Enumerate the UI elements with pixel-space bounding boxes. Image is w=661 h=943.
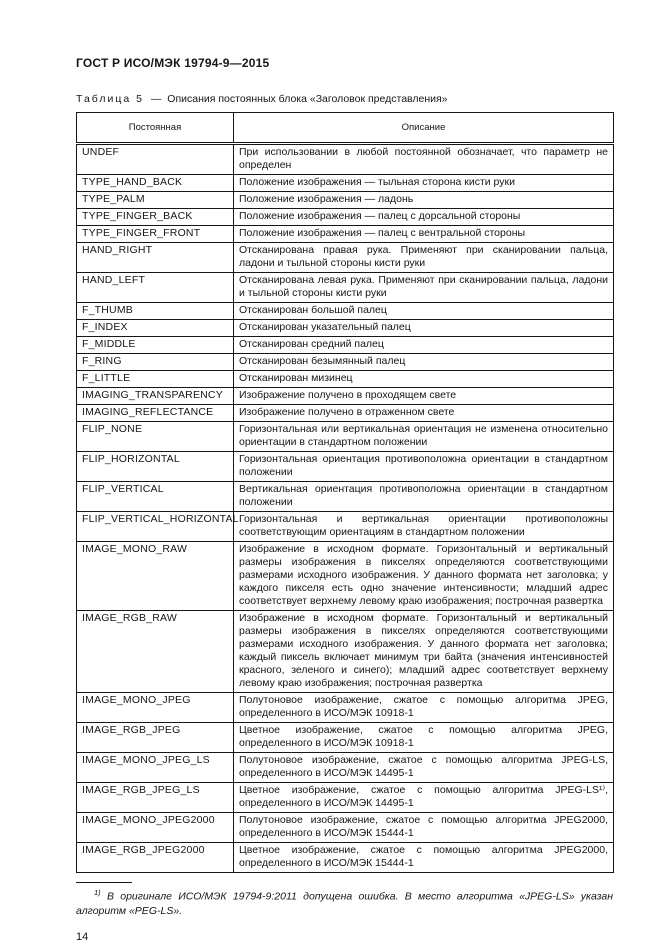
table-row: [77, 371, 614, 388]
table-row: [77, 192, 614, 209]
description-cell: При использовании в любой постоянной обозначает, что параметр не определен: [234, 144, 614, 175]
description-cell: Изображение получено в проходящем свете: [234, 388, 614, 405]
constant-cell: TYPE_HAND_BACK: [77, 175, 234, 192]
constant-cell: F_INDEX: [77, 320, 234, 337]
table-row: [77, 813, 614, 843]
constant-cell: F_LITTLE: [77, 371, 234, 388]
constants-table: [76, 112, 614, 873]
constant-cell: HAND_RIGHT: [77, 243, 234, 273]
table-row: [77, 320, 614, 337]
description-cell: Отсканирован указательный палец: [234, 320, 614, 337]
table-row: [77, 693, 614, 723]
constant-cell: IMAGE_RGB_JPEG: [77, 723, 234, 753]
table-row: [77, 337, 614, 354]
description-cell: Положение изображения — ладонь: [234, 192, 614, 209]
description-cell: Отсканирован большой палец: [234, 303, 614, 320]
page-number: 14: [76, 930, 89, 943]
table-row: [77, 753, 614, 783]
table-caption-label: Таблица 5: [76, 93, 144, 105]
table-row: [77, 542, 614, 611]
description-cell: Положение изображения — палец с дорсальной стороны: [234, 209, 614, 226]
constant-cell: IMAGING_TRANSPARENCY: [77, 388, 234, 405]
description-cell: Цветное изображение, сжатое с помощью алгоритма JPEG, определенного в ИСО/МЭК 10918-1: [234, 723, 614, 753]
description-cell: Отсканирована правая рука. Применяют при сканировании пальца, ладони и тыльной стороны кисти руки: [234, 243, 614, 273]
constant-cell: TYPE_FINGER_BACK: [77, 209, 234, 226]
constant-cell: TYPE_PALM: [77, 192, 234, 209]
table-row: [77, 144, 614, 175]
table-row: [77, 783, 614, 813]
table-row: [77, 452, 614, 482]
constant-cell: IMAGE_MONO_RAW: [77, 542, 234, 611]
description-cell: Вертикальная ориентация противоположна ориентации в стандартном положении: [234, 482, 614, 512]
constant-cell: IMAGE_MONO_JPEG_LS: [77, 753, 234, 783]
description-cell: Изображение в исходном формате. Горизонтальный и вертикальный размеры изображения в пикселях определяются соответствующими размерами исходного изображения. У данного формата нет заголовка; у каждого пикселя есть одно значение интенсивности; младший адрес соответствует верхнему левому краю изображения; построчная развертка: [234, 542, 614, 611]
document-header: ГОСТ Р ИСО/МЭК 19794-9—2015: [76, 56, 270, 70]
table-row: [77, 723, 614, 753]
description-cell: Изображение в исходном формате. Горизонтальный и вертикальный размеры изображения в пикселях определяются соответствующими размерами исходного изображения. У данного формата нет заголовка; каждый пиксель включает минимум три байта (значения интенсивностей красного, зеленого и синего); младший адрес соответствует верхнему левому краю изображения; построчная развертка: [234, 611, 614, 693]
description-cell: Отсканирован безымянный палец: [234, 354, 614, 371]
table-row: [77, 354, 614, 371]
constant-cell: IMAGE_RGB_RAW: [77, 611, 234, 693]
table-row: [77, 226, 614, 243]
table-row: [77, 388, 614, 405]
description-cell: Цветное изображение, сжатое с помощью алгоритма JPEG2000, определенного в ИСО/МЭК 15444-1: [234, 843, 614, 873]
constant-cell: F_RING: [77, 354, 234, 371]
description-cell: Полутоновое изображение, сжатое с помощью алгоритма JPEG, определенного в ИСО/МЭК 10918-1: [234, 693, 614, 723]
table-caption-dash: —: [150, 93, 162, 105]
constant-cell: UNDEF: [77, 144, 234, 175]
description-cell: Отсканирована левая рука. Применяют при сканировании пальца, ладони и тыльной стороны кисти руки: [234, 273, 614, 303]
description-cell: Изображение получено в отраженном свете: [234, 405, 614, 422]
constant-cell: FLIP_HORIZONTAL: [77, 452, 234, 482]
table-row: [77, 482, 614, 512]
footnote-marker: 1): [94, 888, 101, 897]
table-row: [77, 843, 614, 873]
column-header-description: Описание: [234, 113, 614, 144]
footnote-separator-rule: [76, 882, 132, 883]
constant-cell: FLIP_VERTICAL: [77, 482, 234, 512]
description-cell: Цветное изображение, сжатое с помощью алгоритма JPEG-LS¹⁾, определенного в ИСО/МЭК 14495-1: [234, 783, 614, 813]
constants-table-body: [77, 144, 614, 873]
table-caption: [76, 93, 613, 105]
column-header-constant: Постоянная: [77, 113, 234, 144]
constant-cell: FLIP_VERTICAL_HORIZONTAL: [77, 512, 234, 542]
constant-cell: IMAGE_MONO_JPEG: [77, 693, 234, 723]
table-header-row: [77, 113, 614, 144]
description-cell: Полутоновое изображение, сжатое с помощью алгоритма JPEG2000, определенного в ИСО/МЭК 15444-1: [234, 813, 614, 843]
table-row: [77, 175, 614, 192]
constant-cell: FLIP_NONE: [77, 422, 234, 452]
description-cell: Положение изображения — палец с вентральной стороны: [234, 226, 614, 243]
description-cell: Горизонтальная или вертикальная ориентация не изменена относительно ориентации в стандартном положении: [234, 422, 614, 452]
table-caption-text: Описания постоянных блока «Заголовок представления»: [167, 93, 448, 105]
constants-table-head: [77, 113, 614, 144]
table-row: [77, 243, 614, 273]
constant-cell: TYPE_FINGER_FRONT: [77, 226, 234, 243]
description-cell: Отсканирован мизинец: [234, 371, 614, 388]
description-cell: Полутоновое изображение, сжатое с помощью алгоритма JPEG-LS, определенного в ИСО/МЭК 14495-1: [234, 753, 614, 783]
constant-cell: IMAGE_MONO_JPEG2000: [77, 813, 234, 843]
table-row: [77, 273, 614, 303]
constant-cell: F_THUMB: [77, 303, 234, 320]
description-cell: Горизонтальная ориентация противоположна ориентации в стандартном положении: [234, 452, 614, 482]
footnote-text: [76, 886, 613, 918]
constant-cell: F_MIDDLE: [77, 337, 234, 354]
constant-cell: HAND_LEFT: [77, 273, 234, 303]
table-row: [77, 303, 614, 320]
description-cell: Положение изображения — тыльная сторона кисти руки: [234, 175, 614, 192]
table-row: [77, 405, 614, 422]
constant-cell: IMAGE_RGB_JPEG_LS: [77, 783, 234, 813]
table-row: [77, 209, 614, 226]
table-row: [77, 422, 614, 452]
footnote-body: В оригинале ИСО/МЭК 19794-9:2011 допущена ошибка. В место алгоритма «JPEG-LS» указан алгоритм «PEG-LS».: [76, 890, 613, 917]
footnote: [76, 882, 613, 918]
table-row: [77, 512, 614, 542]
description-cell: Горизонтальная и вертикальная ориентации противоположны соответствующим ориентациям в стандартном положении: [234, 512, 614, 542]
constant-cell: IMAGING_REFLECTANCE: [77, 405, 234, 422]
table-row: [77, 611, 614, 693]
constant-cell: IMAGE_RGB_JPEG2000: [77, 843, 234, 873]
description-cell: Отсканирован средний палец: [234, 337, 614, 354]
